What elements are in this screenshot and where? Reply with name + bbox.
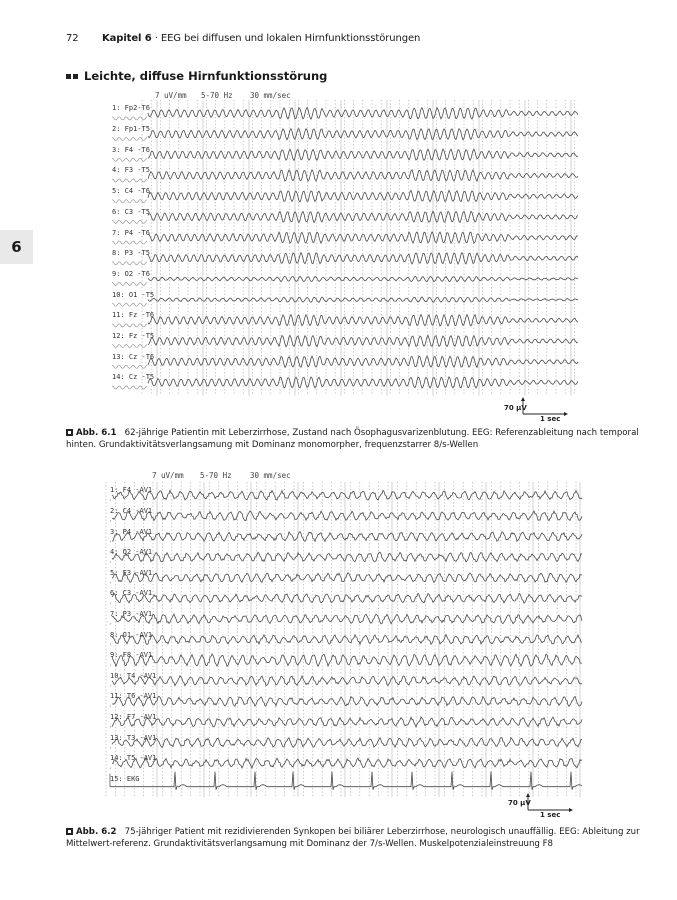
- channel-label: 4: F3 -T5: [112, 166, 150, 175]
- channel-label: 12: F7 -AV1: [110, 712, 157, 721]
- eeg-trace: [148, 335, 578, 346]
- eeg-speed: 30 mm/sec: [250, 471, 291, 480]
- eeg-filter: 5-70 Hz: [200, 471, 232, 480]
- figure-caption-1: [66, 427, 656, 451]
- eeg-trace: [110, 772, 582, 790]
- eeg-sensitivity: 7 uV/mm: [152, 471, 184, 480]
- trace-leadin: [110, 747, 111, 748]
- trace-leadin: [110, 664, 111, 665]
- channel-label: 3: F4 -T6: [112, 145, 150, 154]
- eeg-trace: [112, 532, 582, 542]
- eeg-trace: [112, 573, 582, 583]
- eeg-trace: [112, 593, 582, 603]
- eeg-trace: [112, 614, 582, 624]
- channel-label: 13: T3 -AV1: [110, 733, 157, 742]
- channel-label: 1: F4 -AV1: [110, 486, 153, 495]
- eeg-filter: 5-70 Hz: [201, 91, 233, 100]
- eeg-figure-1: [100, 88, 590, 423]
- channel-label: 14: T5 -AV1: [110, 754, 157, 763]
- running-header: [66, 33, 420, 44]
- channel-label: 2: Fp1-T5: [112, 125, 150, 134]
- channel-label: 14: Cz -T5: [112, 373, 155, 382]
- arrow-up-icon: [521, 397, 525, 401]
- channel-label: 15: EKG: [110, 774, 140, 783]
- eeg-trace: [112, 676, 582, 686]
- amplitude-scale-label: 70 µV: [508, 799, 531, 807]
- chapter-label: Kapitel 6: [102, 33, 152, 44]
- section-heading: [66, 69, 327, 83]
- channel-label: 11: T6 -AV1: [110, 692, 157, 701]
- channel-label: 4: O2 -AV1: [110, 548, 153, 557]
- trace-leadin: [112, 324, 147, 327]
- eeg-trace: [112, 654, 582, 666]
- channel-label: 6: C3 -AV1: [110, 589, 153, 598]
- eeg-speed: 30 mm/sec: [250, 91, 291, 100]
- bullet-square-icon: [66, 74, 71, 79]
- trace-leadin: [110, 767, 111, 768]
- page-number: 72: [66, 33, 79, 44]
- caption-text: 75-jähriger Patient mit rezidivierenden Synkopen bei biliärer Leberzirrhose, neurologisch unauffällig. EEG: Ableitung zur Mittelwert-referenz. Grundaktivitätsverlangsamung mit Dominanz der 7/s-Wellen. Muskelpotenzialeinstreuung F8: [66, 827, 640, 849]
- trace-leadin: [110, 623, 111, 624]
- eeg-trace: [148, 315, 578, 326]
- channel-label: 12: Fz -T5: [112, 332, 155, 341]
- eeg-trace: [112, 738, 582, 748]
- channel-label: 10: O1 -T5: [112, 290, 155, 299]
- caption-label: Abb. 6.1: [76, 428, 117, 438]
- eeg-figure-2: [100, 468, 590, 818]
- channel-label: 6: C3 -T5: [112, 207, 150, 216]
- trace-leadin: [110, 520, 111, 521]
- trace-leadin: [110, 726, 111, 727]
- eeg-traces-1: [100, 88, 590, 418]
- eeg-sensitivity: 7 uV/mm: [155, 91, 187, 100]
- chapter-thumb-number: 6: [11, 238, 22, 256]
- eeg-trace: [112, 511, 582, 521]
- eeg-trace: [112, 635, 582, 645]
- caption-label: Abb. 6.2: [76, 827, 117, 837]
- caption-marker-icon: [66, 828, 73, 835]
- bullet-square-icon: [73, 74, 78, 79]
- trace-leadin: [110, 644, 111, 645]
- channel-label: 2: C4 -AV1: [110, 506, 153, 515]
- channel-label: 7: P3 -AV1: [110, 609, 153, 618]
- eeg-traces-2: [100, 468, 590, 818]
- eeg-trace: [112, 717, 582, 727]
- arrow-up-icon: [526, 793, 530, 797]
- channel-label: 9: O2 -T6: [112, 269, 150, 278]
- section-title-text: Leichte, diffuse Hirnfunktionsstörung: [84, 69, 328, 83]
- channel-label: 10: T4 -AV1: [110, 671, 157, 680]
- time-scale-label: 1 sec: [540, 811, 561, 819]
- trace-leadin: [112, 282, 147, 285]
- trace-leadin: [110, 500, 111, 501]
- eeg-trace: [112, 490, 582, 500]
- trace-leadin: [110, 706, 111, 707]
- channel-label: 9: F8 -AV1: [110, 651, 153, 660]
- channel-label: 7: P4 -T6: [112, 228, 150, 237]
- channel-label: 5: F3 -AV1: [110, 568, 153, 577]
- channel-label: 8: P3 -T5: [112, 249, 150, 258]
- figure-caption-2: [66, 826, 656, 850]
- trace-leadin: [110, 582, 111, 583]
- channel-label: 3: P4 -AV1: [110, 527, 153, 536]
- channel-label: 1: Fp2-T6: [112, 104, 150, 113]
- amplitude-scale-label: 70 µV: [504, 404, 527, 412]
- chapter-thumb-tab: [0, 230, 33, 264]
- channel-label: 11: Fz -T6: [112, 311, 155, 320]
- trace-leadin: [110, 561, 111, 562]
- eeg-trace: [112, 552, 582, 562]
- trace-leadin: [110, 685, 111, 686]
- chapter-title: · EEG bei diffusen und lokalen Hirnfunktionsstörungen: [151, 33, 421, 44]
- channel-label: 8: O1 -AV1: [110, 630, 153, 639]
- caption-text: 62-jährige Patientin mit Leberzirrhose, Zustand nach Ösophagusvarizenblutung. EEG: Referenzableitung nach temporal hinten. Grundaktivitätsverlangsamung mit Dominanz monomorpher, frequenzstarrer 8/s-Wellen: [66, 428, 639, 450]
- eeg-trace: [112, 758, 582, 768]
- channel-label: 5: C4 -T6: [112, 187, 150, 196]
- arrow-right-icon: [569, 808, 573, 812]
- trace-leadin: [110, 603, 111, 604]
- trace-leadin: [112, 303, 147, 306]
- time-scale-label: 1 sec: [540, 415, 561, 423]
- arrow-right-icon: [564, 412, 568, 416]
- eeg-trace: [148, 253, 578, 264]
- eeg-trace: [112, 696, 582, 706]
- channel-label: 13: Cz -T6: [112, 352, 155, 361]
- caption-marker-icon: [66, 429, 73, 436]
- trace-leadin: [110, 541, 111, 542]
